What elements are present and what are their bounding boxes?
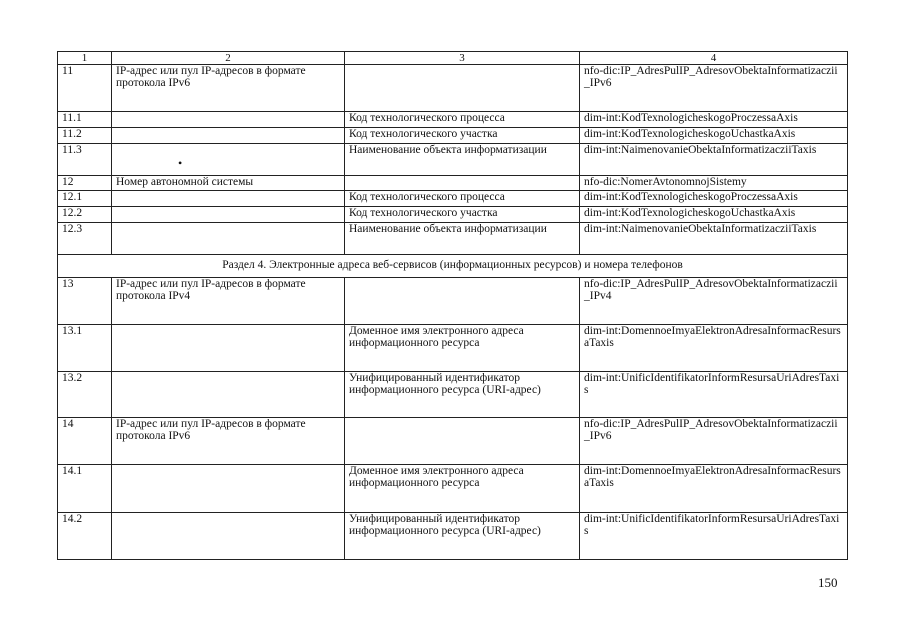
row-number: 13: [58, 278, 112, 325]
table-row: [58, 372, 848, 418]
row-dimension: [345, 278, 580, 325]
row-number: 11.3: [58, 144, 112, 176]
table-header-row: [58, 52, 848, 65]
row-indicator: [112, 223, 345, 255]
row-number: 14.2: [58, 513, 112, 560]
row-dimension: Код технологического участка: [345, 207, 580, 223]
row-code: dim-int:NaimenovanieObektaInformatizacziiTaxis: [580, 144, 848, 176]
row-number: 14: [58, 418, 112, 465]
row-number: 14.1: [58, 465, 112, 513]
row-code: dim-int:KodTexnologicheskogoUchastkaAxis: [580, 128, 848, 144]
table-row: [58, 65, 848, 112]
row-indicator: Номер автономной системы: [112, 176, 345, 191]
row-number: 12.2: [58, 207, 112, 223]
header-cell-3: 3: [345, 52, 580, 65]
row-dimension: Унифицированный идентификатор информационного ресурса (URI-адрес): [345, 513, 580, 560]
row-code: dim-int:KodTexnologicheskogoProczessaAxis: [580, 112, 848, 128]
page-number: 150: [818, 575, 838, 590]
row-dimension: Унифицированный идентификатор информационного ресурса (URI-адрес): [345, 372, 580, 418]
table-row: [58, 191, 848, 207]
row-dimension: Доменное имя электронного адреса информационного ресурса: [345, 465, 580, 513]
section-title: Раздел 4. Электронные адреса веб-сервисов (информационных ресурсов) и номера телефонов: [58, 255, 848, 278]
row-indicator: [112, 325, 345, 372]
row-code: dim-int:UnificIdentifikatorInformResursaUriAdresTaxis: [580, 372, 848, 418]
row-indicator: [112, 207, 345, 223]
table-row: [58, 465, 848, 513]
row-dimension: Доменное имя электронного адреса информационного ресурса: [345, 325, 580, 372]
row-indicator: IP-адрес или пул IP-адресов в формате протокола IPv4: [112, 278, 345, 325]
table-row: [58, 112, 848, 128]
row-number: 13.1: [58, 325, 112, 372]
row-indicator: [112, 465, 345, 513]
row-dimension: [345, 418, 580, 465]
row-dimension: Код технологического процесса: [345, 191, 580, 207]
row-number: 11.2: [58, 128, 112, 144]
table-row: [58, 513, 848, 560]
row-indicator: [112, 513, 345, 560]
row-indicator: [112, 372, 345, 418]
row-code: dim-int:KodTexnologicheskogoProczessaAxis: [580, 191, 848, 207]
section-row: [58, 255, 848, 278]
table-row: [58, 278, 848, 325]
row-number: 12.1: [58, 191, 112, 207]
row-indicator: [112, 128, 345, 144]
table-row: [58, 223, 848, 255]
row-indicator: IP-адрес или пул IP-адресов в формате протокола IPv6: [112, 418, 345, 465]
table-row: [58, 325, 848, 372]
row-code: dim-int:UnificIdentifikatorInformResursaUriAdresTaxis: [580, 513, 848, 560]
document-table: [57, 51, 848, 560]
row-number: 11: [58, 65, 112, 112]
row-dimension: [345, 176, 580, 191]
row-number: 12: [58, 176, 112, 191]
row-dimension: Код технологического участка: [345, 128, 580, 144]
row-code: nfo-dic:IP_AdresPulIP_AdresovObektaInformatizaczii_IPv4: [580, 278, 848, 325]
row-dimension: Наименование объекта информатизации: [345, 223, 580, 255]
stray-dot-mark: •: [178, 156, 183, 170]
row-indicator: [112, 112, 345, 128]
row-code: dim-int:KodTexnologicheskogoUchastkaAxis: [580, 207, 848, 223]
row-code: dim-int:NaimenovanieObektaInformatizacziiTaxis: [580, 223, 848, 255]
row-code: nfo-dic:IP_AdresPulIP_AdresovObektaInformatizaczii_IPv6: [580, 418, 848, 465]
header-cell-1: 1: [58, 52, 112, 65]
row-number: 13.2: [58, 372, 112, 418]
row-code: nfo-dic:NomerAvtonomnojSistemy: [580, 176, 848, 191]
table-row: [58, 176, 848, 191]
row-dimension: Наименование объекта информатизации: [345, 144, 580, 176]
row-indicator: [112, 191, 345, 207]
row-dimension: Код технологического процесса: [345, 112, 580, 128]
header-cell-4: 4: [580, 52, 848, 65]
row-number: 12.3: [58, 223, 112, 255]
row-dimension: [345, 65, 580, 112]
row-code: nfo-dic:IP_AdresPulIP_AdresovObektaInformatizaczii_IPv6: [580, 65, 848, 112]
header-cell-2: 2: [112, 52, 345, 65]
row-indicator: IP-адрес или пул IP-адресов в формате протокола IPv6: [112, 65, 345, 112]
row-code: dim-int:DomennoeImyaElektronAdresaInformacResursaTaxis: [580, 465, 848, 513]
row-number: 11.1: [58, 112, 112, 128]
table-row: [58, 144, 848, 176]
row-indicator: [112, 144, 345, 176]
table-row: [58, 128, 848, 144]
table-row: [58, 207, 848, 223]
table-row: [58, 418, 848, 465]
row-code: dim-int:DomennoeImyaElektronAdresaInformacResursaTaxis: [580, 325, 848, 372]
